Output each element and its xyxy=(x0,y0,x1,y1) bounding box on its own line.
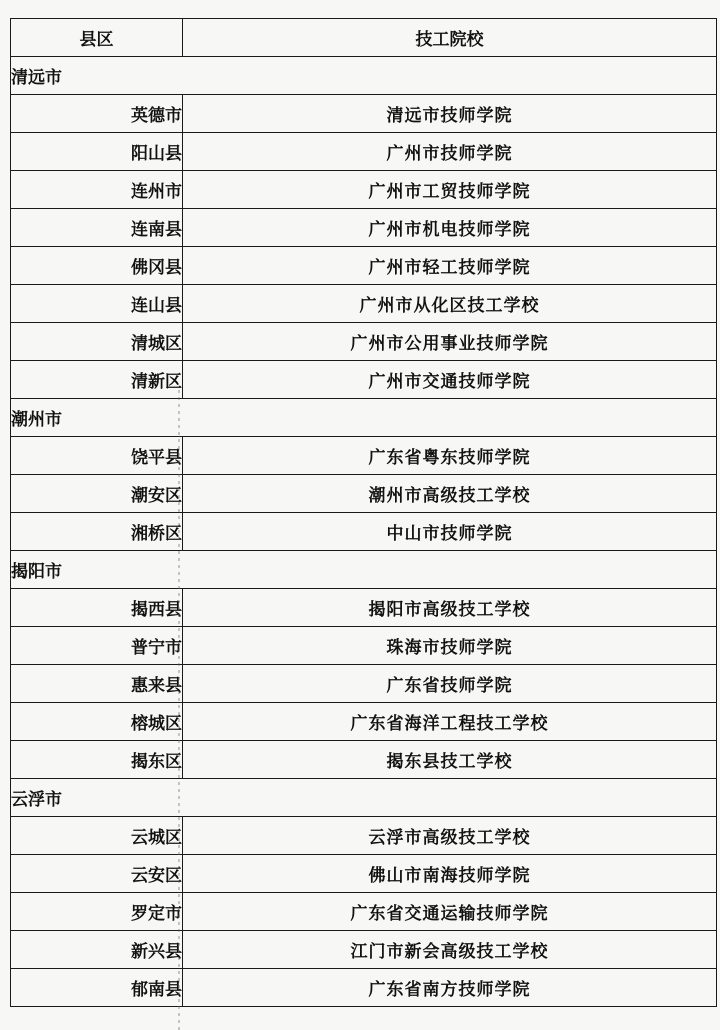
city-row xyxy=(11,399,717,437)
table-row xyxy=(11,171,717,209)
county-cell: 阳山县 xyxy=(11,133,183,171)
table-row xyxy=(11,209,717,247)
table-row xyxy=(11,323,717,361)
city-label: 揭阳市 xyxy=(11,551,717,589)
school-cell: 揭东县技工学校 xyxy=(183,741,717,779)
school-cell: 中山市技师学院 xyxy=(183,513,717,551)
table-row xyxy=(11,475,717,513)
county-cell: 云安区 xyxy=(11,855,183,893)
header-school: 技工院校 xyxy=(183,19,717,57)
table-row xyxy=(11,627,717,665)
school-assignment-table xyxy=(10,18,717,1007)
table-row xyxy=(11,665,717,703)
table-row xyxy=(11,969,717,1007)
county-cell: 惠来县 xyxy=(11,665,183,703)
school-cell: 广东省海洋工程技工学校 xyxy=(183,703,717,741)
fold-shadow xyxy=(178,390,180,1030)
county-cell: 新兴县 xyxy=(11,931,183,969)
school-cell: 广东省粤东技师学院 xyxy=(183,437,717,475)
table-row xyxy=(11,589,717,627)
table-row xyxy=(11,247,717,285)
school-cell: 广东省交通运输技师学院 xyxy=(183,893,717,931)
city-label: 云浮市 xyxy=(11,779,717,817)
table-row xyxy=(11,437,717,475)
city-label: 潮州市 xyxy=(11,399,717,437)
header-county: 县区 xyxy=(11,19,183,57)
county-cell: 连山县 xyxy=(11,285,183,323)
table-row xyxy=(11,855,717,893)
county-cell: 连州市 xyxy=(11,171,183,209)
school-cell: 广东省技师学院 xyxy=(183,665,717,703)
county-cell: 连南县 xyxy=(11,209,183,247)
county-cell: 清新区 xyxy=(11,361,183,399)
school-cell: 揭阳市高级技工学校 xyxy=(183,589,717,627)
school-cell: 珠海市技师学院 xyxy=(183,627,717,665)
school-cell: 广东省南方技师学院 xyxy=(183,969,717,1007)
county-cell: 榕城区 xyxy=(11,703,183,741)
table-row xyxy=(11,513,717,551)
county-cell: 湘桥区 xyxy=(11,513,183,551)
school-cell: 潮州市高级技工学校 xyxy=(183,475,717,513)
county-cell: 普宁市 xyxy=(11,627,183,665)
county-cell: 潮安区 xyxy=(11,475,183,513)
school-cell: 清远市技师学院 xyxy=(183,95,717,133)
county-cell: 揭西县 xyxy=(11,589,183,627)
table-row xyxy=(11,817,717,855)
county-cell: 云城区 xyxy=(11,817,183,855)
city-row xyxy=(11,57,717,95)
county-cell: 佛冈县 xyxy=(11,247,183,285)
table-row xyxy=(11,361,717,399)
table-row xyxy=(11,95,717,133)
school-cell: 云浮市高级技工学校 xyxy=(183,817,717,855)
school-cell: 广州市从化区技工学校 xyxy=(183,285,717,323)
table-body xyxy=(11,57,717,1007)
county-cell: 揭东区 xyxy=(11,741,183,779)
county-cell: 罗定市 xyxy=(11,893,183,931)
table-header-row xyxy=(11,19,717,57)
county-cell: 英德市 xyxy=(11,95,183,133)
table-row xyxy=(11,703,717,741)
county-cell: 清城区 xyxy=(11,323,183,361)
table-row xyxy=(11,931,717,969)
school-cell: 广州市技师学院 xyxy=(183,133,717,171)
school-cell: 广州市交通技师学院 xyxy=(183,361,717,399)
school-cell: 广州市机电技师学院 xyxy=(183,209,717,247)
school-cell: 广州市轻工技师学院 xyxy=(183,247,717,285)
school-cell: 广州市公用事业技师学院 xyxy=(183,323,717,361)
county-cell: 饶平县 xyxy=(11,437,183,475)
school-cell: 江门市新会高级技工学校 xyxy=(183,931,717,969)
city-row xyxy=(11,551,717,589)
city-row xyxy=(11,779,717,817)
table-row xyxy=(11,285,717,323)
city-label: 清远市 xyxy=(11,57,717,95)
county-cell: 郁南县 xyxy=(11,969,183,1007)
table-row xyxy=(11,893,717,931)
school-cell: 佛山市南海技师学院 xyxy=(183,855,717,893)
table-row xyxy=(11,133,717,171)
table-row xyxy=(11,741,717,779)
school-cell: 广州市工贸技师学院 xyxy=(183,171,717,209)
